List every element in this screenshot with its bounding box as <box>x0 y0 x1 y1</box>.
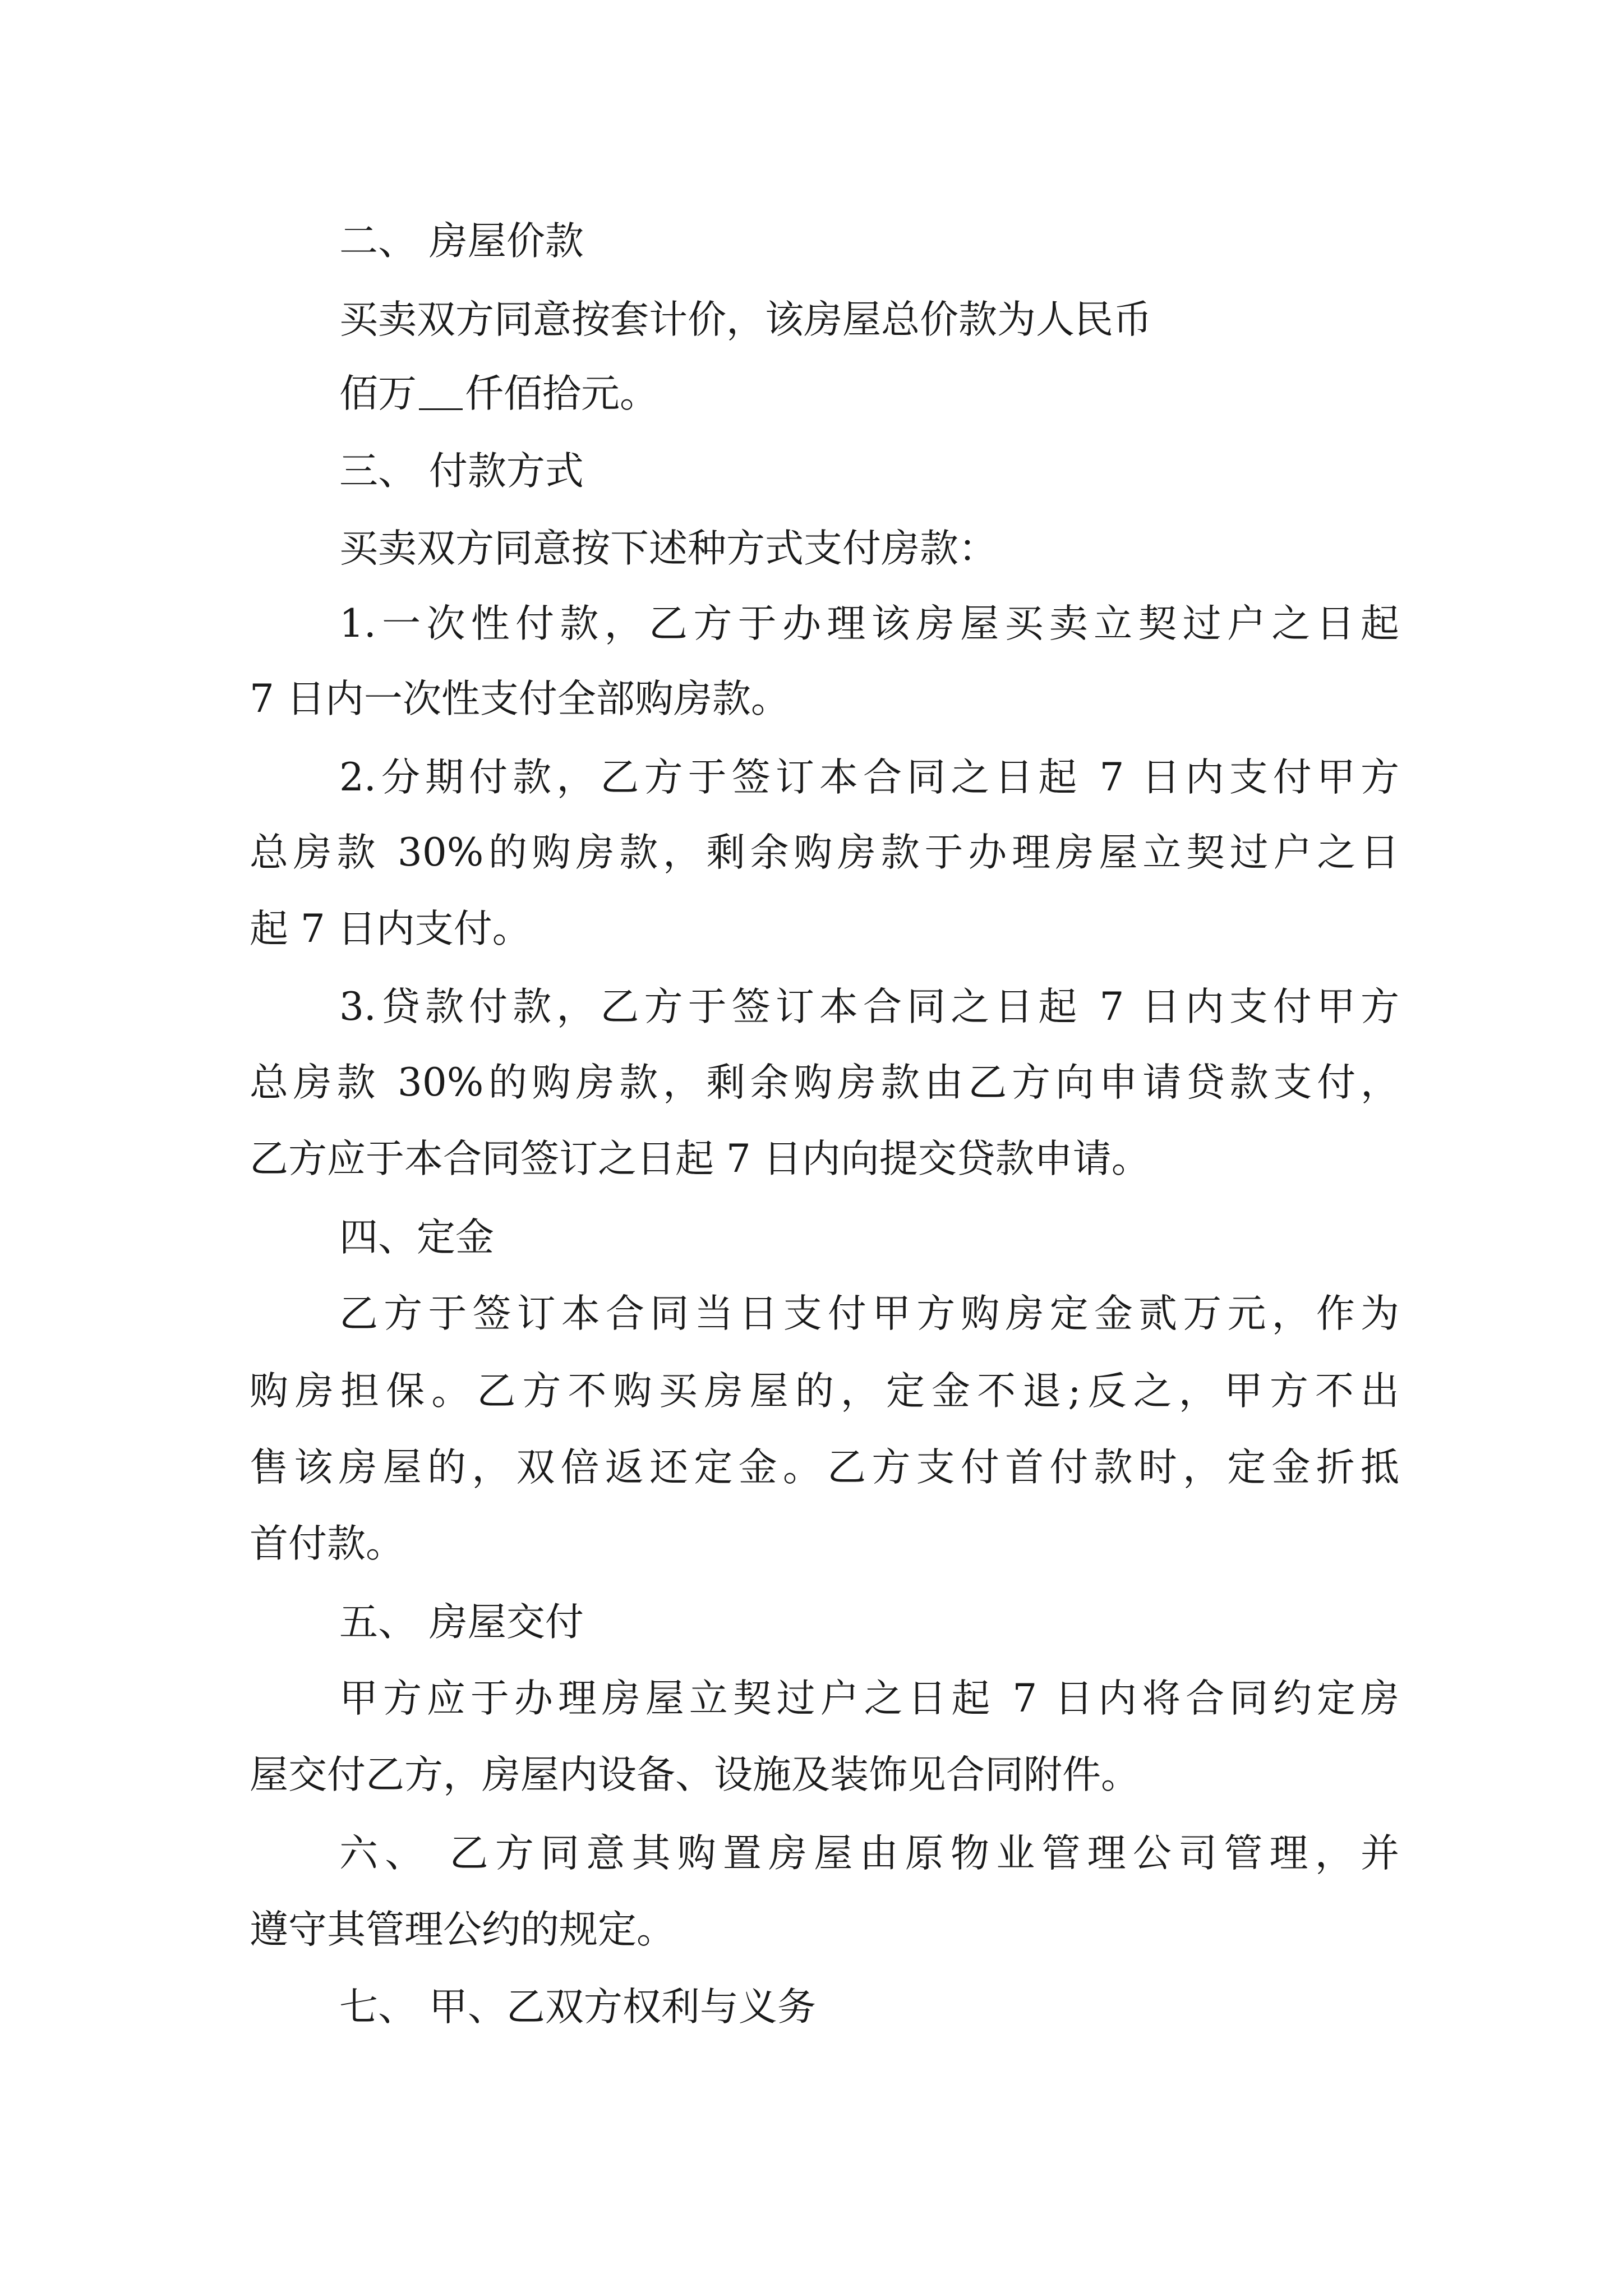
paragraph-line: 屋交付乙方，房屋内设备、设施及装饰见合同附件。 <box>250 1752 1140 1797</box>
paragraph-line: 首付款。 <box>250 1521 404 1566</box>
paragraph-line: 总房款 30%的购房款，剩余购房款于办理房屋立契过户之日 <box>250 830 1399 875</box>
section-heading-delivery: 五、 房屋交付 <box>339 1600 584 1645</box>
paragraph-line: 1.一次性付款，乙方于办理该房屋买卖立契过户之日起 <box>339 601 1399 646</box>
paragraph-line: 遵守其管理公约的规定。 <box>250 1907 675 1952</box>
fill-in-blank <box>419 375 463 410</box>
section-heading-price: 二、 房屋价款 <box>339 219 584 264</box>
paragraph-line: 售该房屋的，双倍返还定金。乙方支付首付款时，定金折抵 <box>250 1445 1399 1490</box>
paragraph-line: 7 日内一次性支付全部购房款。 <box>250 677 790 721</box>
section-heading-rights-obligations: 七、 甲、乙双方权利与义务 <box>339 1985 816 2030</box>
paragraph-line-with-blank <box>339 366 1489 422</box>
section-heading-property-management: 六、 乙方同意其购置房屋由原物业管理公司管理，并 <box>339 1831 1399 1876</box>
paragraph-line: 甲方应于办理房屋立契过户之日起 7 日内将合同约定房 <box>339 1676 1399 1721</box>
paragraph-line: 买卖双方同意按套计价，该房屋总价款为人民币 <box>339 297 1152 342</box>
paragraph-line: 乙方应于本合同签订之日起 7 日内向提交贷款申请。 <box>250 1137 1150 1181</box>
section-heading-deposit: 四、定金 <box>339 1215 494 1260</box>
paragraph-line: 起 7 日内支付。 <box>250 907 531 951</box>
text-fragment: 佰万 <box>339 371 417 416</box>
paragraph-line: 乙方于签订本合同当日支付甲方购房定金贰万元，作为 <box>339 1291 1399 1336</box>
text-fragment: 仟佰拾元。 <box>465 371 658 416</box>
paragraph-line: 总房款 30%的购房款，剩余购房款由乙方向申请贷款支付， <box>250 1060 1399 1105</box>
paragraph-line: 3.贷款付款，乙方于签订本合同之日起 7 日内支付甲方 <box>339 984 1399 1029</box>
paragraph-line: 2.分期付款，乙方于签订本合同之日起 7 日内支付甲方 <box>339 755 1399 800</box>
section-heading-payment: 三、 付款方式 <box>339 449 584 494</box>
paragraph-line: 购房担保。乙方不购买房屋的，定金不退;反之，甲方不出 <box>250 1369 1399 1414</box>
paragraph-line: 买卖双方同意按下述种方式支付房款： <box>339 526 997 571</box>
